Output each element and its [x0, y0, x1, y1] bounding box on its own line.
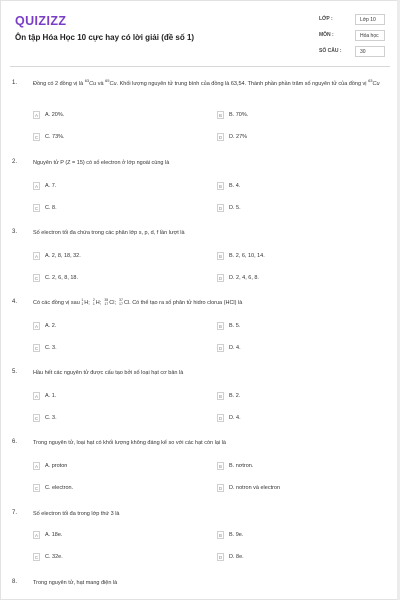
option-text: A. proton [45, 463, 68, 469]
option-letter: A [34, 324, 38, 329]
meta-row-subject [319, 28, 385, 42]
option-letter: A [34, 394, 38, 399]
option-letter: C [34, 486, 39, 491]
option-c[interactable] [33, 483, 73, 493]
isotope-mass: 1 [81, 298, 84, 303]
text-segment: Có các đồng vị sau [33, 300, 82, 306]
option-text: C. 32e. [45, 554, 63, 560]
text-segment: Đồng có 2 đồng vị là [33, 81, 85, 87]
option-letter: C [34, 276, 39, 281]
meta-key: LỚP : [319, 16, 333, 22]
isotope-mass: 2 [92, 298, 95, 303]
page-title: Ôn tập Hóa Học 10 cực hay có lời giải (đề số 1) [15, 33, 195, 42]
option-text: D. 8e. [229, 554, 244, 560]
option-text: D. 27% [229, 134, 248, 140]
isotope-symbol: Cl [123, 300, 130, 306]
question-text [33, 80, 388, 89]
option-letter: A [34, 184, 38, 189]
question-number: 2. [12, 159, 18, 165]
option-letter: A [34, 113, 38, 118]
option-b[interactable] [217, 181, 240, 191]
option-letter: C [34, 206, 39, 211]
meta-key: MÔN : [319, 32, 334, 38]
option-letter: B [218, 533, 222, 538]
isotope-mass: 35 [104, 298, 109, 303]
isotope-z: 17 [104, 301, 109, 306]
option-text: D. 4. [229, 345, 241, 351]
option-text: B. 5. [229, 323, 241, 329]
option-text: B. 70%. [229, 112, 249, 118]
option-letter: D [218, 555, 223, 560]
option-letter: B [218, 254, 222, 259]
option-b[interactable] [217, 251, 265, 261]
option-text: C. 8. [45, 205, 57, 211]
option-letter: D [218, 416, 223, 421]
option-a[interactable] [33, 251, 81, 261]
option-letter: A [34, 254, 38, 259]
question-text: Số electron tối đa trong lớp thứ 3 là [33, 511, 120, 517]
isotope-z: 1 [81, 301, 84, 306]
option-text: C. 2, 6, 8, 18. [45, 275, 79, 281]
option-a[interactable] [33, 181, 56, 191]
meta-panel [319, 12, 385, 60]
option-letter: D [218, 276, 223, 281]
option-b[interactable] [217, 461, 253, 471]
option-text: B. 2, 6, 10, 14. [229, 253, 265, 259]
option-b[interactable] [217, 321, 240, 331]
isotope-symbol: H; [95, 300, 102, 306]
question-number: 6. [12, 439, 18, 445]
option-text: B. 2. [229, 393, 241, 399]
text-segment: và [96, 81, 106, 87]
option-d[interactable] [217, 552, 244, 562]
isotope-z: 1 [92, 301, 95, 306]
option-a[interactable] [33, 110, 64, 120]
option-b[interactable] [217, 530, 243, 540]
option-letter: B [218, 464, 222, 469]
question-number: 8. [12, 579, 18, 585]
question-number: 7. [12, 510, 18, 516]
question-number: 5. [12, 369, 18, 375]
option-d[interactable] [217, 273, 259, 283]
option-b[interactable] [217, 110, 248, 120]
option-text: B. 9e. [229, 532, 244, 538]
option-text: D. 4. [229, 415, 241, 421]
isotope-mass: 63 [84, 78, 90, 84]
option-a[interactable] [33, 321, 56, 331]
option-a[interactable] [33, 461, 67, 471]
text-segment: . Khối lượng nguyên tử trung bình của đồng là 63,54. Thành phần phần trăm số nguyên tử của đồng vị [116, 81, 369, 87]
option-a[interactable] [33, 391, 56, 401]
option-c[interactable] [33, 203, 57, 213]
option-text: A. 2. [45, 323, 57, 329]
option-d[interactable] [217, 132, 247, 142]
question-text: Trong nguyên tử, hạt mang điện là [33, 580, 118, 586]
option-letter: C [34, 416, 39, 421]
meta-key: SỐ CÂU : [319, 48, 342, 54]
text-segment: . Có thể tạo ra số phân tử hidro clorua (HCl) là [129, 300, 243, 306]
isotope-notation [104, 299, 108, 306]
isotope-symbol: Cu [372, 81, 380, 87]
isotope-z: 17 [119, 301, 123, 306]
option-text: A. 20%. [45, 112, 65, 118]
question-text [33, 299, 388, 308]
option-letter: D [218, 486, 223, 491]
option-letter: B [218, 394, 222, 399]
option-text: C. 3. [45, 345, 57, 351]
option-text: B. 4. [229, 183, 241, 189]
question-number: 4. [12, 299, 18, 305]
option-letter: D [218, 135, 223, 140]
option-text: A. 18e. [45, 532, 63, 538]
option-letter: D [218, 346, 223, 351]
isotope-notation [119, 299, 123, 306]
question-text: Nguyên tử P (Z = 15) có số electron ở lớp ngoài cùng là [33, 160, 170, 166]
option-d[interactable] [217, 343, 241, 353]
option-text: D. 2, 4, 6, 8. [229, 275, 259, 281]
question-text: Số electron tối đa chứa trong các phân lớp s, p, d, f lần lượt là [33, 230, 185, 236]
meta-row-count [319, 44, 385, 58]
option-d[interactable] [217, 413, 241, 423]
option-text: A. 7. [45, 183, 57, 189]
meta-value-count: 30 [355, 46, 385, 57]
isotope-notation [81, 299, 83, 306]
isotope-mass: 65 [105, 78, 110, 84]
option-text: C. 73%. [45, 134, 65, 140]
option-text: A. 1. [45, 393, 57, 399]
option-letter: A [34, 533, 38, 538]
option-c[interactable] [33, 413, 57, 423]
option-letter: C [34, 135, 39, 140]
brand-logo: QUIZIZZ [15, 14, 67, 28]
isotope-symbol: Cl; [109, 300, 116, 306]
option-c[interactable] [33, 552, 63, 562]
option-letter: A [34, 464, 38, 469]
isotope-symbol: Cu [109, 81, 117, 87]
meta-value-grade: Lớp 10 [355, 14, 385, 25]
option-text: C. electron. [45, 485, 74, 491]
option-d[interactable] [217, 483, 280, 493]
isotope-symbol: Cu [89, 81, 97, 87]
option-text: D. 5. [229, 205, 241, 211]
option-d[interactable] [217, 203, 241, 213]
option-letter: B [218, 184, 222, 189]
isotope-mass: 37 [119, 298, 123, 303]
option-a[interactable] [33, 530, 62, 540]
option-b[interactable] [217, 391, 240, 401]
option-c[interactable] [33, 132, 65, 142]
option-letter: B [218, 324, 222, 329]
question-text: Hầu hết các nguyên tử được cấu tạo bởi số loại hạt cơ bản là [33, 370, 184, 376]
question-number: 1. [12, 80, 18, 86]
header-divider [10, 66, 390, 67]
option-letter: D [218, 206, 223, 211]
option-text: C. 3. [45, 415, 57, 421]
isotope-mass: 63 [368, 78, 373, 84]
meta-value-subject: Hóa học [355, 30, 385, 41]
option-text: D. notron và electron [229, 485, 281, 491]
question-text: Trong nguyên tử, loại hạt có khối lượng không đáng kể so với các hạt còn lại là [33, 440, 226, 446]
option-text: B. nơtron. [229, 463, 254, 469]
option-c[interactable] [33, 343, 57, 353]
isotope-notation [93, 299, 95, 306]
option-letter: B [218, 113, 222, 118]
isotope-symbol: H; [84, 300, 90, 306]
option-c[interactable] [33, 273, 78, 283]
option-letter: C [34, 555, 39, 560]
meta-row-grade [319, 12, 385, 26]
option-letter: C [34, 346, 39, 351]
option-text: A. 2, 8, 18, 32. [45, 253, 81, 259]
question-number: 3. [12, 229, 18, 235]
